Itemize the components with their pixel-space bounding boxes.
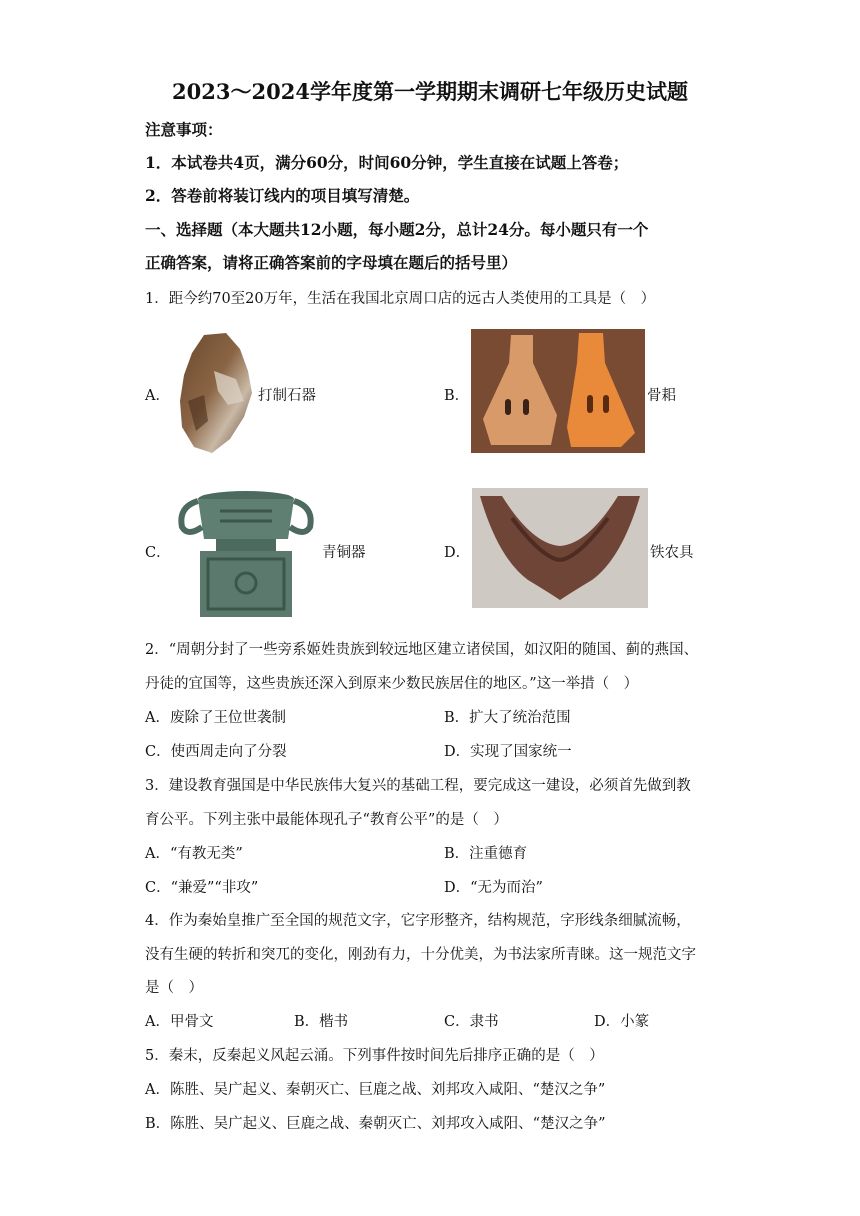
q3-option-b: B．注重德育	[444, 846, 528, 862]
q4-option-b: B．楷书	[294, 1014, 349, 1030]
q1-option-a-caption: 打制石器	[258, 388, 316, 404]
iron-farm-tool-image	[472, 488, 648, 608]
bone-spade-image	[471, 329, 645, 453]
section-heading-line1: 一、选择题（本大题共12小题，每小题2分，总计24分。每小题只有一个	[145, 220, 649, 239]
notes-heading: 注意事项：	[145, 120, 223, 139]
q5-stem: 5．秦末，反秦起义风起云涌。下列事件按时间先后排序正确的是（ ）	[145, 1048, 604, 1064]
q1-option-d-letter: D．	[444, 545, 471, 561]
q3-option-c: C．“兼爱”“非攻”	[145, 880, 259, 896]
bronze-vessel-image	[172, 487, 320, 621]
q1-option-d-caption: 铁农具	[650, 545, 694, 561]
q3-stem-line1: 3．建设教育强国是中华民族伟大复兴的基础工程，要完成这一建设，必须首先做到教	[145, 778, 691, 794]
q4-stem-line2: 没有生硬的转折和突兀的变化，刚劲有力，十分优美，为书法家所青睐。这一规范文字	[145, 947, 696, 963]
notes-item-1: 1．本试卷共4页，满分60分，时间60分钟，学生直接在试题上答卷；	[145, 153, 629, 172]
q4-stem-line3: 是（ ）	[145, 980, 203, 996]
q3-stem-line2: 育公平。下列主张中最能体现孔子“教育公平”的是（ ）	[145, 812, 508, 828]
chipped-stone-tool-image	[174, 331, 256, 455]
q4-option-c: C．隶书	[444, 1014, 499, 1030]
q4-stem-line1: 4．作为秦始皇推广至全国的规范文字，它字形整齐，结构规范，字形线条细腻流畅，	[145, 913, 691, 929]
q4-option-a: A．甲骨文	[145, 1014, 214, 1030]
q2-stem-line2: 丹徒的宜国等，这些贵族还深入到原来少数民族居住的地区。”这一举措（ ）	[145, 676, 639, 692]
q2-option-d: D．实现了国家统一	[444, 744, 572, 760]
q1-option-b-letter: B．	[444, 388, 470, 404]
q4-option-d: D．小篆	[594, 1014, 650, 1030]
q1-option-c-caption: 青铜器	[322, 545, 366, 561]
q5-option-a: A．陈胜、吴广起义、秦朝灭亡、巨鹿之战、刘邦攻入咸阳、“楚汉之争”	[145, 1082, 606, 1098]
q2-option-a: A．废除了王位世袭制	[145, 710, 286, 726]
q3-option-a: A．“有教无类”	[145, 846, 243, 862]
q1-option-c-letter: C．	[145, 545, 171, 561]
q2-option-b: B．扩大了统治范围	[444, 710, 571, 726]
q5-option-b: B．陈胜、吴广起义、巨鹿之战、秦朝灭亡、刘邦攻入咸阳、“楚汉之争”	[145, 1116, 606, 1132]
q3-option-d: D．“无为而治”	[444, 880, 543, 896]
q1-stem: 1．距今约70至20万年，生活在我国北京周口店的远古人类使用的工具是（ ）	[145, 291, 656, 307]
q2-option-c: C．使西周走向了分裂	[145, 744, 287, 760]
notes-item-2: 2．答卷前将装订线内的项目填写清楚。	[145, 186, 420, 205]
q2-stem-line1: 2．“周朝分封了一些旁系姬姓贵族到较远地区建立诸侯国，如汉阳的随国、蓟的燕国、	[145, 642, 699, 658]
section-heading-line2: 正确答案，请将正确答案前的字母填在题后的括号里）	[145, 253, 518, 272]
q1-option-a-letter: A．	[145, 388, 170, 404]
page-title: 2023～2024学年度第一学期期末调研七年级历史试题	[172, 79, 688, 104]
q1-option-b-caption: 骨耜	[647, 388, 676, 404]
